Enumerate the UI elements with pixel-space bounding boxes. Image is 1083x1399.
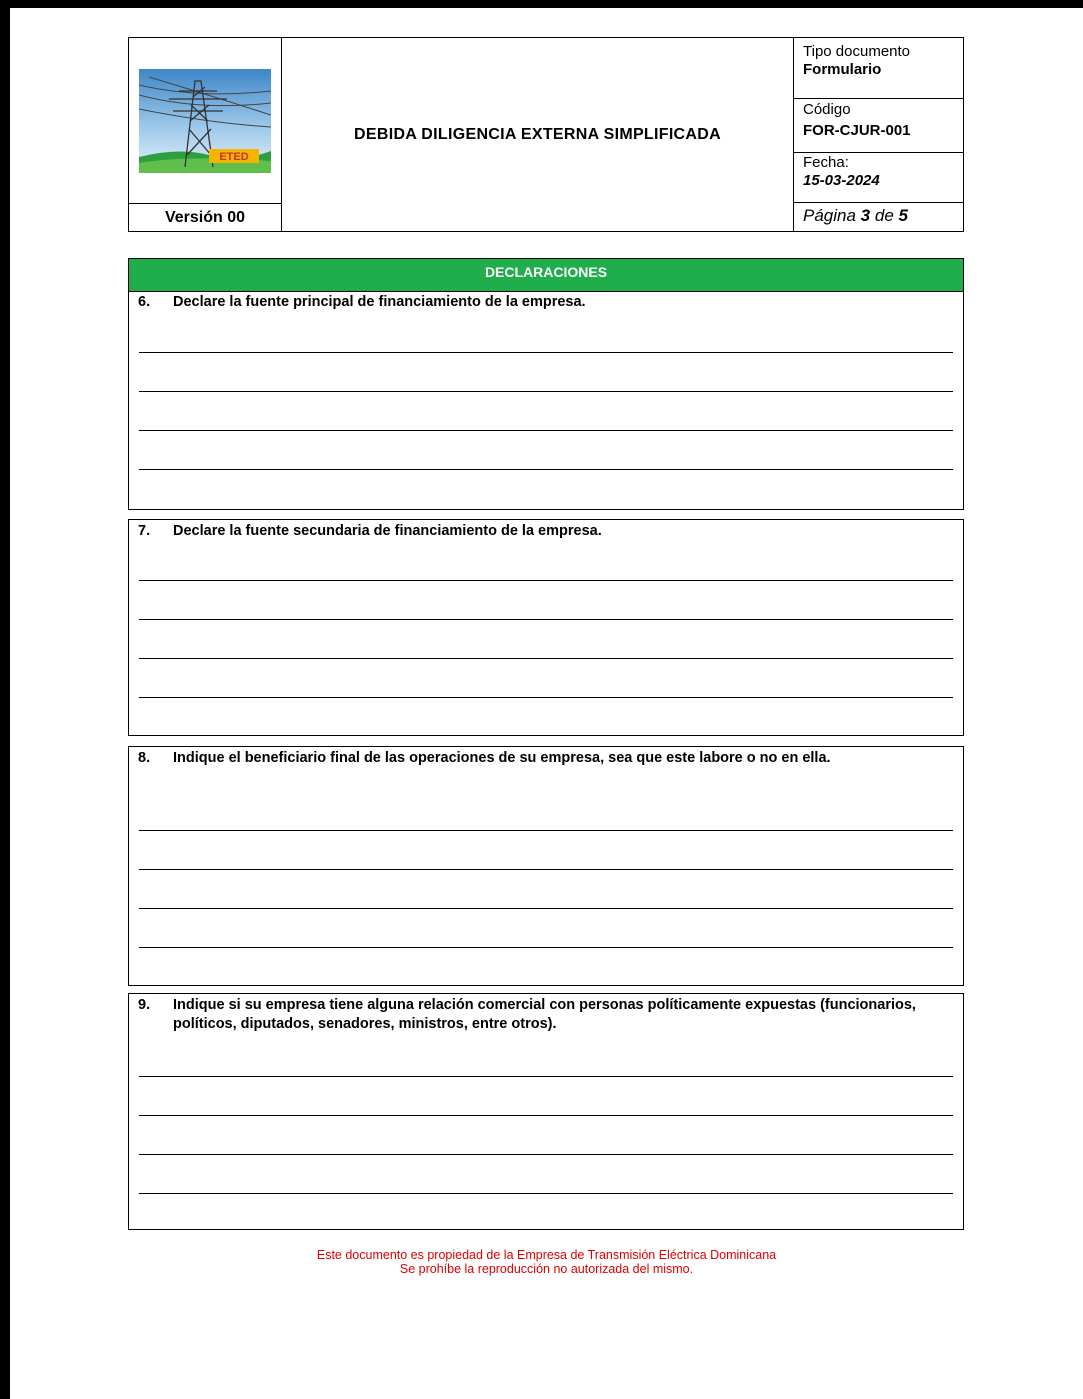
question-7-text [138,522,945,541]
answer-line[interactable] [139,619,953,620]
answer-line[interactable] [139,947,953,948]
date-cell [794,153,963,203]
doc-type-value: Formulario [803,61,882,78]
section-header-declaraciones: DECLARACIONES [128,258,964,292]
question-box-6 [128,291,964,510]
question-label: Indique si su empresa tiene alguna relación comercial con personas políticamente expuestas (funcionarios, políticos, diputados, senadores, ministros, entre otros). [173,997,916,1032]
page-mid: de [870,206,899,225]
question-number: 7. [138,523,151,539]
svg-text:ETED: ETED [219,151,249,163]
code-cell [794,99,963,153]
answer-line[interactable] [139,352,953,353]
document-page [10,8,1083,1399]
answer-line[interactable] [139,1076,953,1077]
answer-line[interactable] [139,830,953,831]
answer-line[interactable] [139,658,953,659]
question-8-text [138,749,945,768]
doc-type-label: Tipo documento [803,43,911,60]
answer-line[interactable] [139,1193,953,1194]
page-prefix: Página [803,206,861,225]
answer-line[interactable] [139,869,953,870]
question-box-9 [128,993,964,1230]
date-label: Fecha: [803,154,849,171]
page-number-cell [794,203,963,231]
question-number: 6. [138,294,151,310]
answer-line[interactable] [139,908,953,909]
answer-line[interactable] [139,469,953,470]
question-6-text [138,293,945,312]
question-label: Declare la fuente secundaria de financiamiento de la empresa. [173,523,602,539]
code-value: FOR-CJUR-001 [803,122,911,139]
question-9-text [138,996,945,1034]
page-current: 3 [860,206,871,225]
document-title: DEBIDA DILIGENCIA EXTERNA SIMPLIFICADA [282,38,794,231]
question-box-8 [128,746,964,986]
footer-line-1: Este documento es propiedad de la Empresa de Transmisión Eléctrica Dominicana [316,1248,777,1262]
footer-notice [10,1248,1083,1276]
question-box-7 [128,519,964,736]
code-label: Código [803,101,851,118]
answer-line[interactable] [139,1115,953,1116]
doc-type-cell [794,38,963,99]
page-total: 5 [898,206,908,225]
footer-line-2: Se prohíbe la reproducción no autorizada del mismo. [399,1262,694,1276]
logo-cell [129,38,282,204]
question-number: 9. [138,997,151,1013]
company-logo [139,69,271,173]
answer-line[interactable] [139,580,953,581]
question-number: 8. [138,750,151,766]
version-label: Versión 00 [129,204,282,231]
answer-line[interactable] [139,430,953,431]
answer-line[interactable] [139,1154,953,1155]
question-label: Declare la fuente principal de financiamiento de la empresa. [173,294,586,310]
answer-line[interactable] [139,697,953,698]
question-label: Indique el beneficiario final de las operaciones de su empresa, sea que este labore o no en ella. [173,750,831,766]
answer-line[interactable] [139,391,953,392]
date-value: 15-03-2024 [803,172,880,189]
document-header [128,37,964,232]
